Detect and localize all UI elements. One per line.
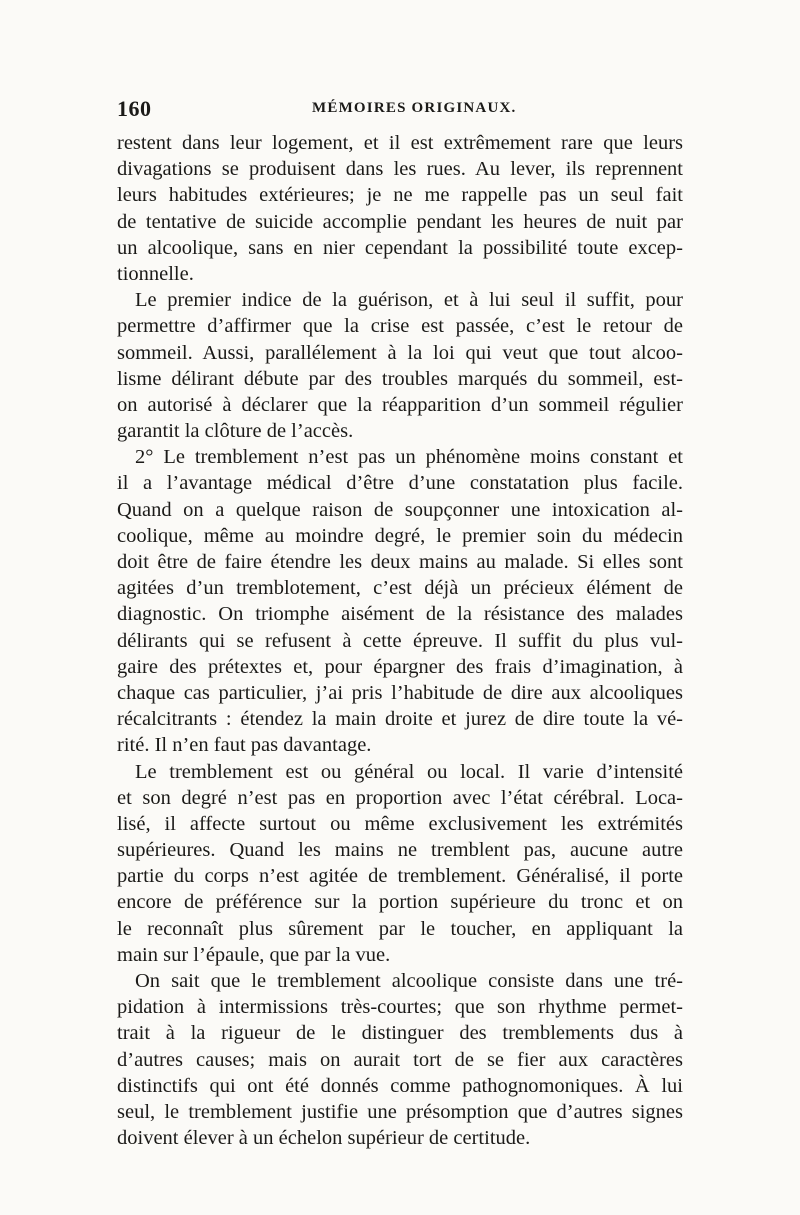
text-line: doivent élever à un échelon supérieur de certitude. [117,1127,531,1150]
text-line: sommeil. Aussi, parallélement à la loi qui veut que tout alcoo- [117,341,683,364]
text-line: le reconnaît plus sûrement par le toucher, en appliquant la [117,917,683,940]
text-line: coolique, même au moindre degré, le premier soin du médecin [117,524,683,547]
page-number: 160 [117,96,152,121]
text-line: 2° Le tremblement n’est pas un phénomène moins constant et [135,446,683,469]
text-line: il a l’avantage médical d’être d’une constatation plus facile. [117,472,683,495]
text-line: encore de préférence sur la portion supérieure du tronc et on [117,891,683,914]
text-line: doit être de faire étendre les deux mains au malade. Si elles sont [117,551,683,573]
text-line: On sait que le tremblement alcoolique consiste dans une tré- [135,970,683,992]
text-line: pidation à intermissions très-courtes; que son rhythme permet- [117,996,683,1019]
text-line: rité. Il n’en faut pas davantage. [117,734,372,757]
text-line: un alcoolique, sans en nier cependant la possibilité toute excep- [117,236,683,259]
text-line: main sur l’épaule, que par la vue. [117,943,391,966]
text-line: distinctifs qui ont été donnés comme pathognomoniques. À lui [117,1074,683,1097]
text-line: partie du corps n’est agitée de tremblement. Généralisé, il porte [117,865,683,888]
text-line: lisé, il affecte surtout ou même exclusivement les extrémités [117,812,683,835]
text-line: d’autres causes; mais on aurait tort de se fier aux caractères [117,1048,683,1071]
text-line: délirants qui se refusent à cette épreuve. Il suffit du plus vul- [117,629,683,652]
text-line: trait à la rigueur de le distinguer des tremblements dus à [117,1022,683,1045]
text-line: chaque cas particulier, j’ai pris l’habitude de dire aux alcooliques [117,681,683,704]
text-line: Le tremblement est ou général ou local. Il varie d’intensité [135,760,683,783]
text-line: permettre d’affirmer que la crise est passée, c’est le retour de [117,315,683,338]
text-line: divagations se produisent dans les rues. Au lever, ils reprennent [117,158,683,181]
text-line: seul, le tremblement justifie une présomption que d’autres signes [117,1100,683,1123]
text-line: lisme délirant débute par des troubles marqués du sommeil, est- [117,367,683,390]
text-line: tionnelle. [117,262,194,285]
text-line: garantit la clôture de l’accès. [117,420,354,443]
running-title: MÉMOIRES ORIGINAUX. [312,100,517,116]
text-line: on autorisé à déclarer que la réapparition d’un sommeil régulier [117,393,683,416]
text-line: Quand on a quelque raison de soupçonner une intoxication al- [117,498,683,521]
page-header [117,96,677,126]
text-line: supérieures. Quand les mains ne tremblent pas, aucune autre [117,839,683,862]
text-line: agitées d’un tremblotement, c’est déjà un précieux élément de [117,577,683,600]
text-line: de tentative de suicide accomplie pendant les heures de nuit par [117,210,683,233]
text-line: restent dans leur logement, et il est extrêmement rare que leurs [117,132,683,154]
text-line: diagnostic. On triomphe aisément de la résistance des malades [117,603,683,626]
text-line: et son degré n’est pas en proportion avec l’état cérébral. Loca- [117,786,683,809]
text-line: gaire des prétextes et, pour épargner des frais d’imagination, à [117,655,683,678]
text-line: Le premier indice de la guérison, et à lui seul il suffit, pour [135,289,683,312]
text-line: récalcitrants : étendez la main droite et jurez de dire toute la vé- [117,708,683,731]
text-line: leurs habitudes extérieures; je ne me rappelle pas un seul fait [117,184,683,207]
body-text [117,130,683,1151]
